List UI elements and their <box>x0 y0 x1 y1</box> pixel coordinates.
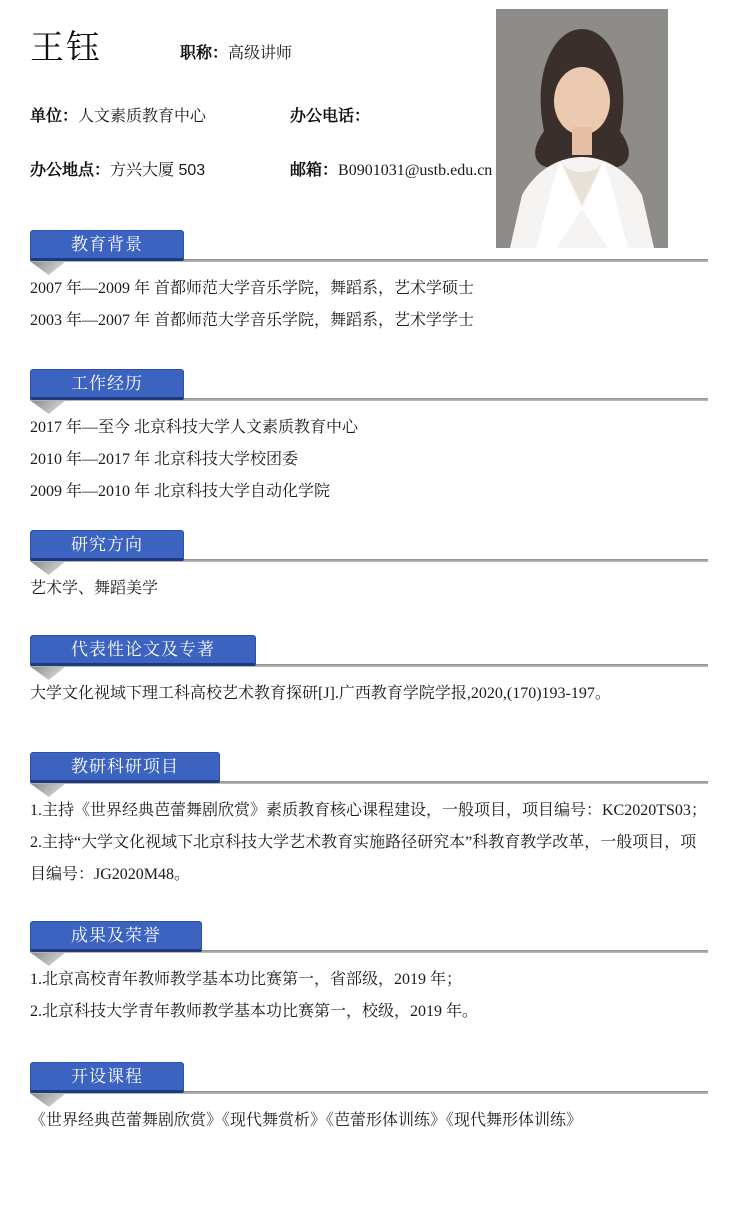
section-ribbon <box>30 230 184 261</box>
section-body <box>30 784 708 891</box>
section <box>30 230 708 337</box>
section-line: 2017 年—至今 北京科技大学人文素质教育中心 <box>30 419 359 436</box>
email-row <box>290 157 492 180</box>
section-body <box>30 667 708 710</box>
email-label: 邮箱： <box>290 162 339 179</box>
section-line: 《世界经典芭蕾舞剧欣赏》《现代舞赏析》《芭蕾形体训练》《现代舞形体训练》 <box>30 1112 583 1129</box>
profile-photo <box>496 9 668 248</box>
email-value: B0901031@ustb.edu.cn <box>338 162 493 179</box>
section-body <box>30 1094 708 1137</box>
section-body <box>30 401 708 508</box>
section-line: 1.北京高校青年教师教学基本功比赛第一，省部级，2019 年； <box>30 971 463 988</box>
section-line: 2009 年—2010 年 北京科技大学自动化学院 <box>30 483 331 500</box>
section-line: 2010 年—2017 年 北京科技大学校团委 <box>30 451 299 468</box>
section-body <box>30 953 708 1028</box>
section-line: 2003 年—2007 年 首都师范大学音乐学院，舞蹈系，艺术学学士 <box>30 312 475 329</box>
job-title-value: 高级讲师 <box>228 45 293 62</box>
section-ribbon <box>30 752 220 783</box>
section-title: 教育背景 <box>71 235 143 254</box>
section-line: 2007 年—2009 年 首都师范大学音乐学院，舞蹈系，艺术学硕士 <box>30 280 475 297</box>
section <box>30 921 708 1028</box>
section-header <box>30 230 708 262</box>
section <box>30 752 708 891</box>
section-ribbon <box>30 635 256 666</box>
section <box>30 530 708 605</box>
section-body <box>30 562 708 605</box>
phone-label: 办公电话： <box>290 108 371 125</box>
unit-value: 人文素质教育中心 <box>78 108 207 125</box>
section-header <box>30 635 708 667</box>
section-title: 开设课程 <box>71 1067 143 1086</box>
section-header <box>30 921 708 953</box>
unit-label: 单位： <box>30 108 79 125</box>
section-body <box>30 262 708 337</box>
section-title: 代表性论文及专著 <box>71 640 215 659</box>
section-title: 研究方向 <box>71 535 143 554</box>
section-header <box>30 369 708 401</box>
section-title: 成果及荣誉 <box>71 926 161 945</box>
section-header <box>30 530 708 562</box>
section-header <box>30 1062 708 1094</box>
profile-header <box>0 0 737 230</box>
job-title-row <box>180 40 292 63</box>
job-title-label: 职称： <box>180 45 229 62</box>
section-title: 教研科研项目 <box>71 757 179 776</box>
person-name: 王钰 <box>30 29 102 67</box>
phone-row <box>290 103 370 126</box>
section-line: 艺术学、舞蹈美学 <box>30 580 159 597</box>
section-line: 1.主持《世界经典芭蕾舞剧欣赏》素质教育核心课程建设，一般项目，项目编号：KC2020TS03； <box>30 802 707 819</box>
sections-container <box>0 230 737 1137</box>
unit-row <box>30 103 206 126</box>
section-ribbon <box>30 530 184 561</box>
office-row <box>30 157 205 180</box>
section-ribbon <box>30 921 202 952</box>
section-line: 2.北京科技大学青年教师教学基本功比赛第一，校级，2019 年。 <box>30 1003 479 1020</box>
office-value: 方兴大厦 503 <box>110 162 206 179</box>
section-header <box>30 752 708 784</box>
section <box>30 635 708 710</box>
section-line: 大学文化视域下理工科高校艺术教育探研[J].广西教育学院学报,2020,(170)193-197。 <box>30 685 611 702</box>
section-title: 工作经历 <box>71 374 143 393</box>
section <box>30 369 708 508</box>
office-label: 办公地点： <box>30 162 111 179</box>
section-line: 2.主持“大学文化视域下北京科技大学艺术教育实施路径研究本”科教育教学改革，一般项目，项目编号：JG2020M48。 <box>30 834 697 883</box>
section-ribbon <box>30 369 184 400</box>
section <box>30 1062 708 1137</box>
section-ribbon <box>30 1062 184 1093</box>
